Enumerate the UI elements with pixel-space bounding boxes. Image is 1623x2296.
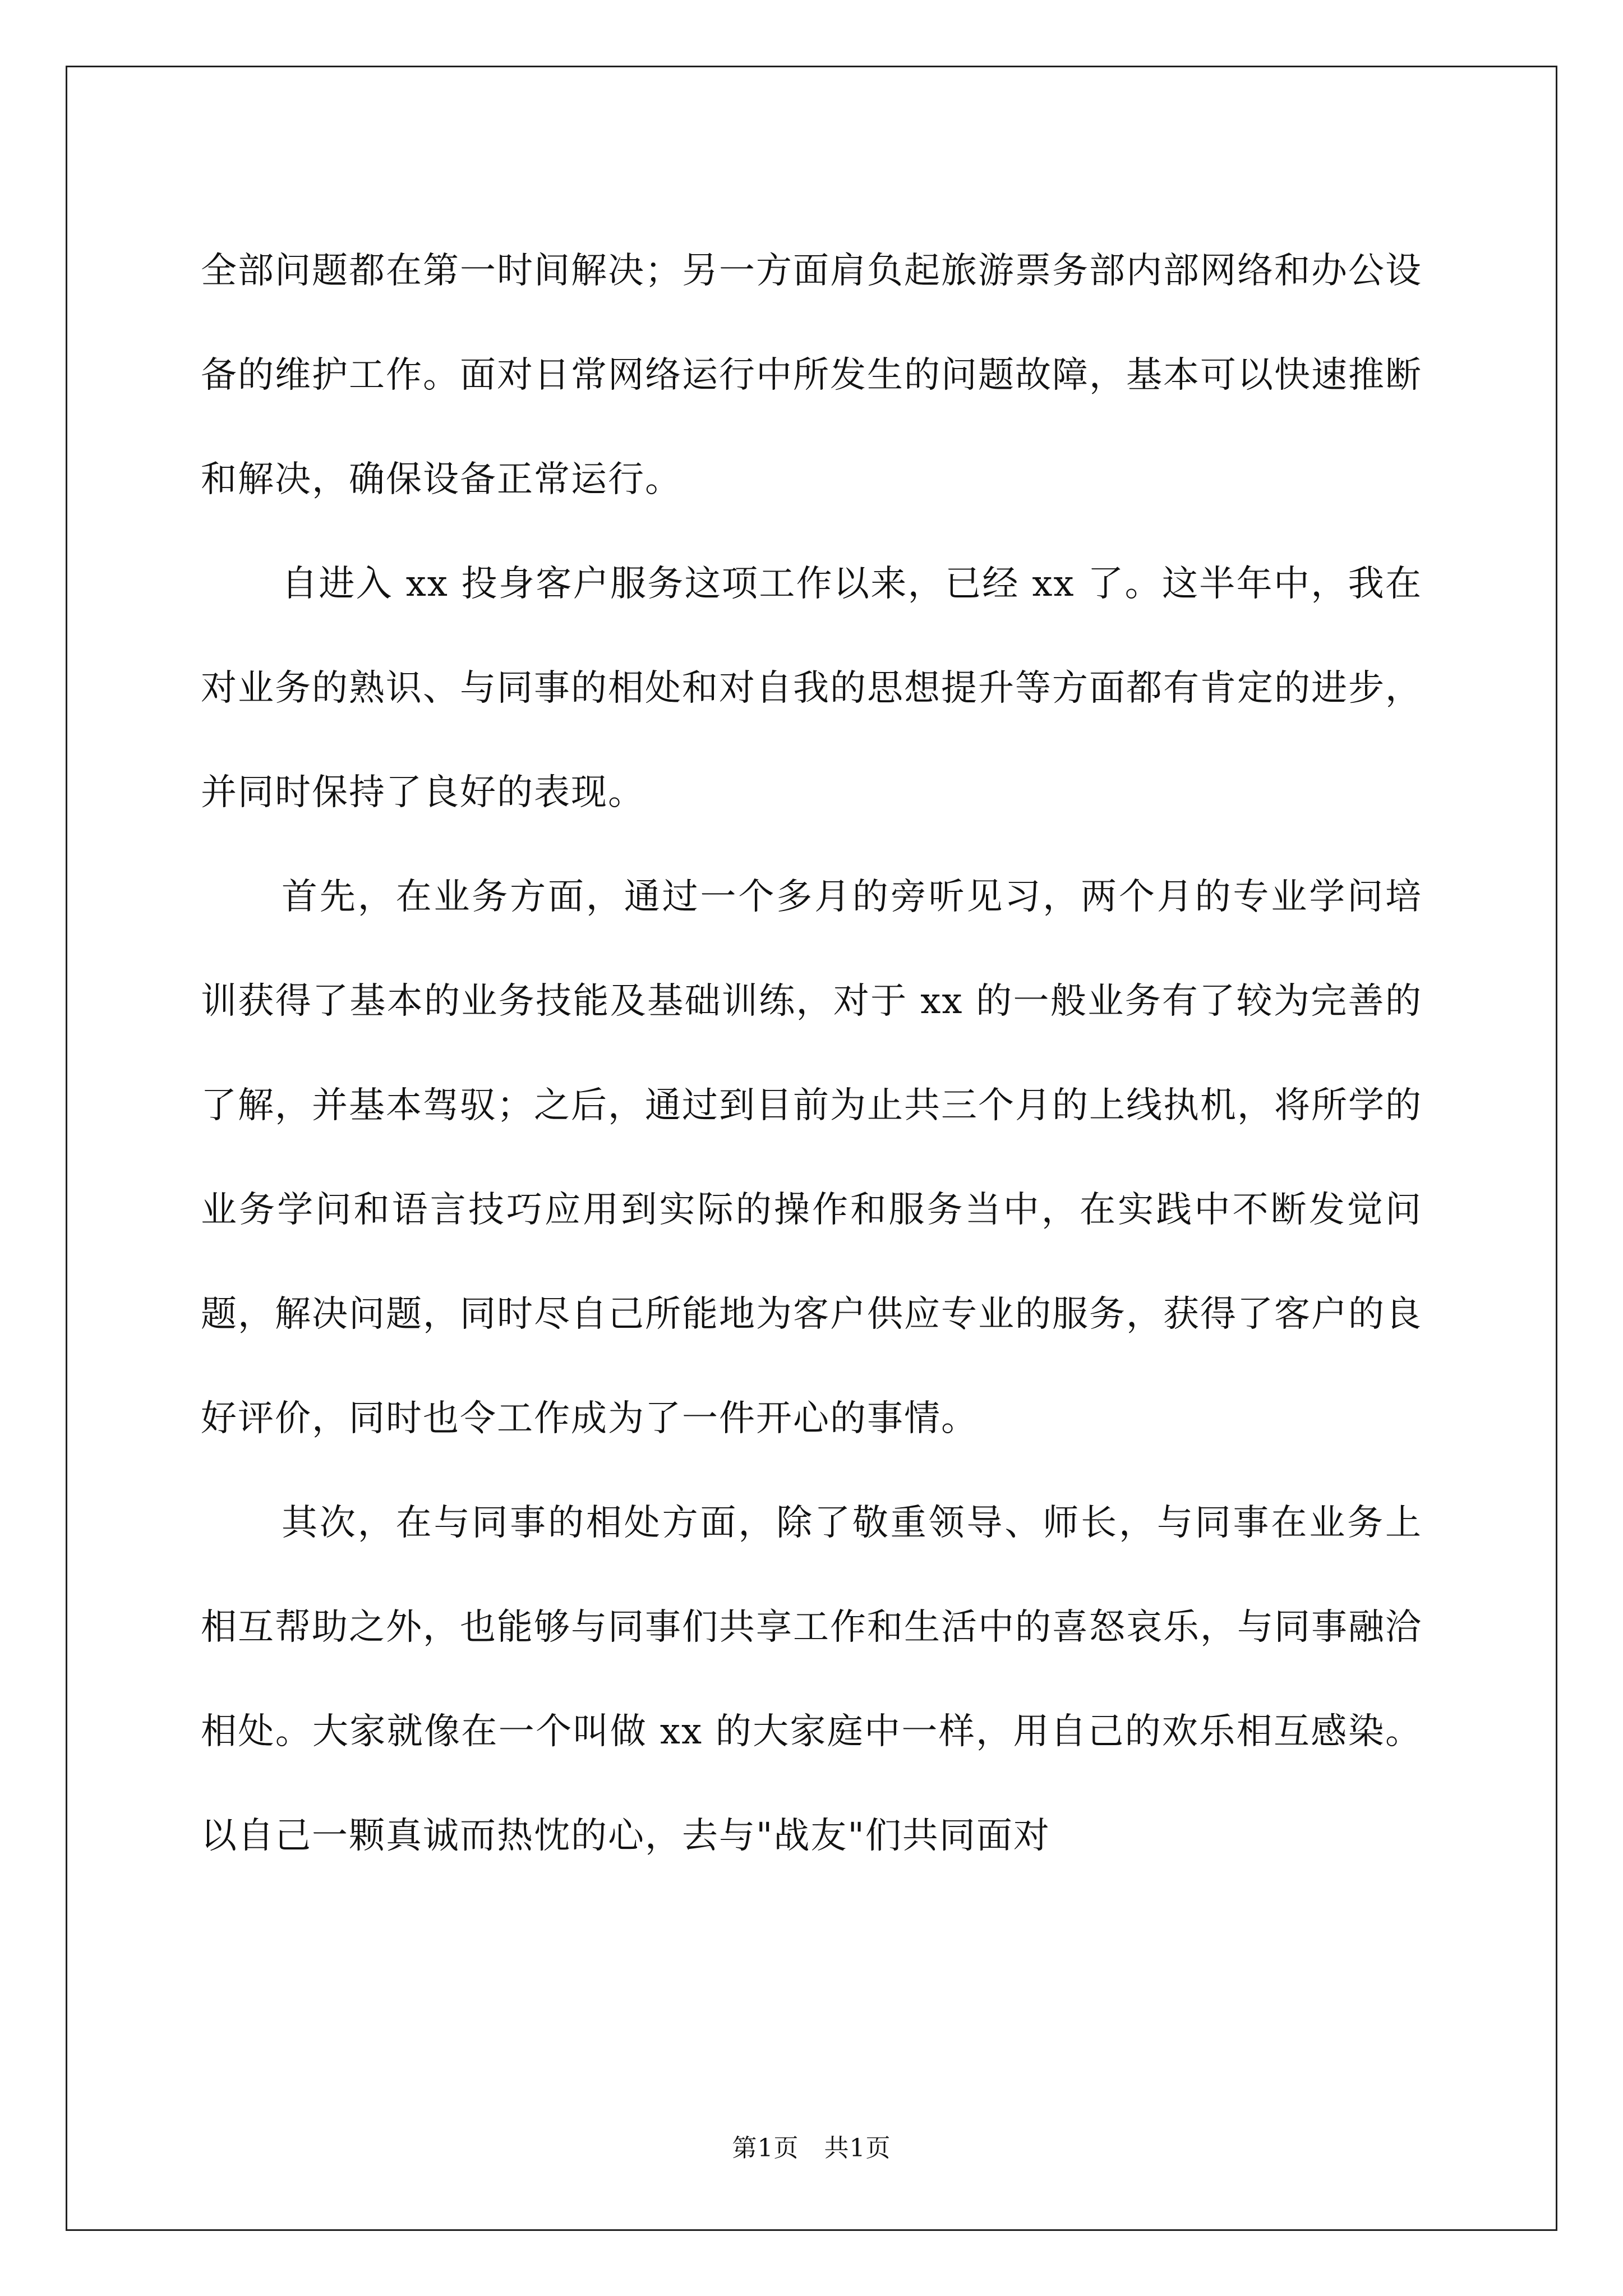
- page-footer: 第1页 共1页: [732, 2134, 891, 2162]
- paragraph-continuation: 全部问题都在第一时间解决；另一方面肩负起旅游票务部内部网络和办公设备的维护工作。面对日常网络运行中所发生的问题故障，基本可以快速推断和解决，确保设备正常运行。: [201, 250, 1422, 500]
- paragraph: 首先，在业务方面，通过一个多月的旁听见习，两个月的专业学问培训获得了基本的业务技能及基础训练，对于 xx 的一般业务有了较为完善的了解，并基本驾驭；之后，通过到目前为止共三个月的上线执机，将所学的业务学问和语言技巧应用到实际的操作和服务当中，在实践中不断发觉问题，解决问题，同时尽自己所能地为客户供应专业的服务，获得了客户的良好评价，同时也令工作成为了一件开心的事情。: [201, 876, 1422, 1439]
- document-body: [201, 219, 1422, 1888]
- paragraph: 自进入 xx 投身客户服务这项工作以来，已经 xx 了。这半年中，我在对业务的熟识、与同事的相处和对自我的思想提升等方面都有肯定的进步，并同时保持了良好的表现。: [201, 563, 1422, 813]
- paragraph: 其次，在与同事的相处方面，除了敬重领导、师长，与同事在业务上相互帮助之外，也能够与同事们共享工作和生活中的喜怒哀乐，与同事融洽相处。大家就像在一个叫做 xx 的大家庭中一样，用自己的欢乐相互感染。以自己一颗真诚而热忱的心，去与"战友"们共同面对: [201, 1502, 1422, 1857]
